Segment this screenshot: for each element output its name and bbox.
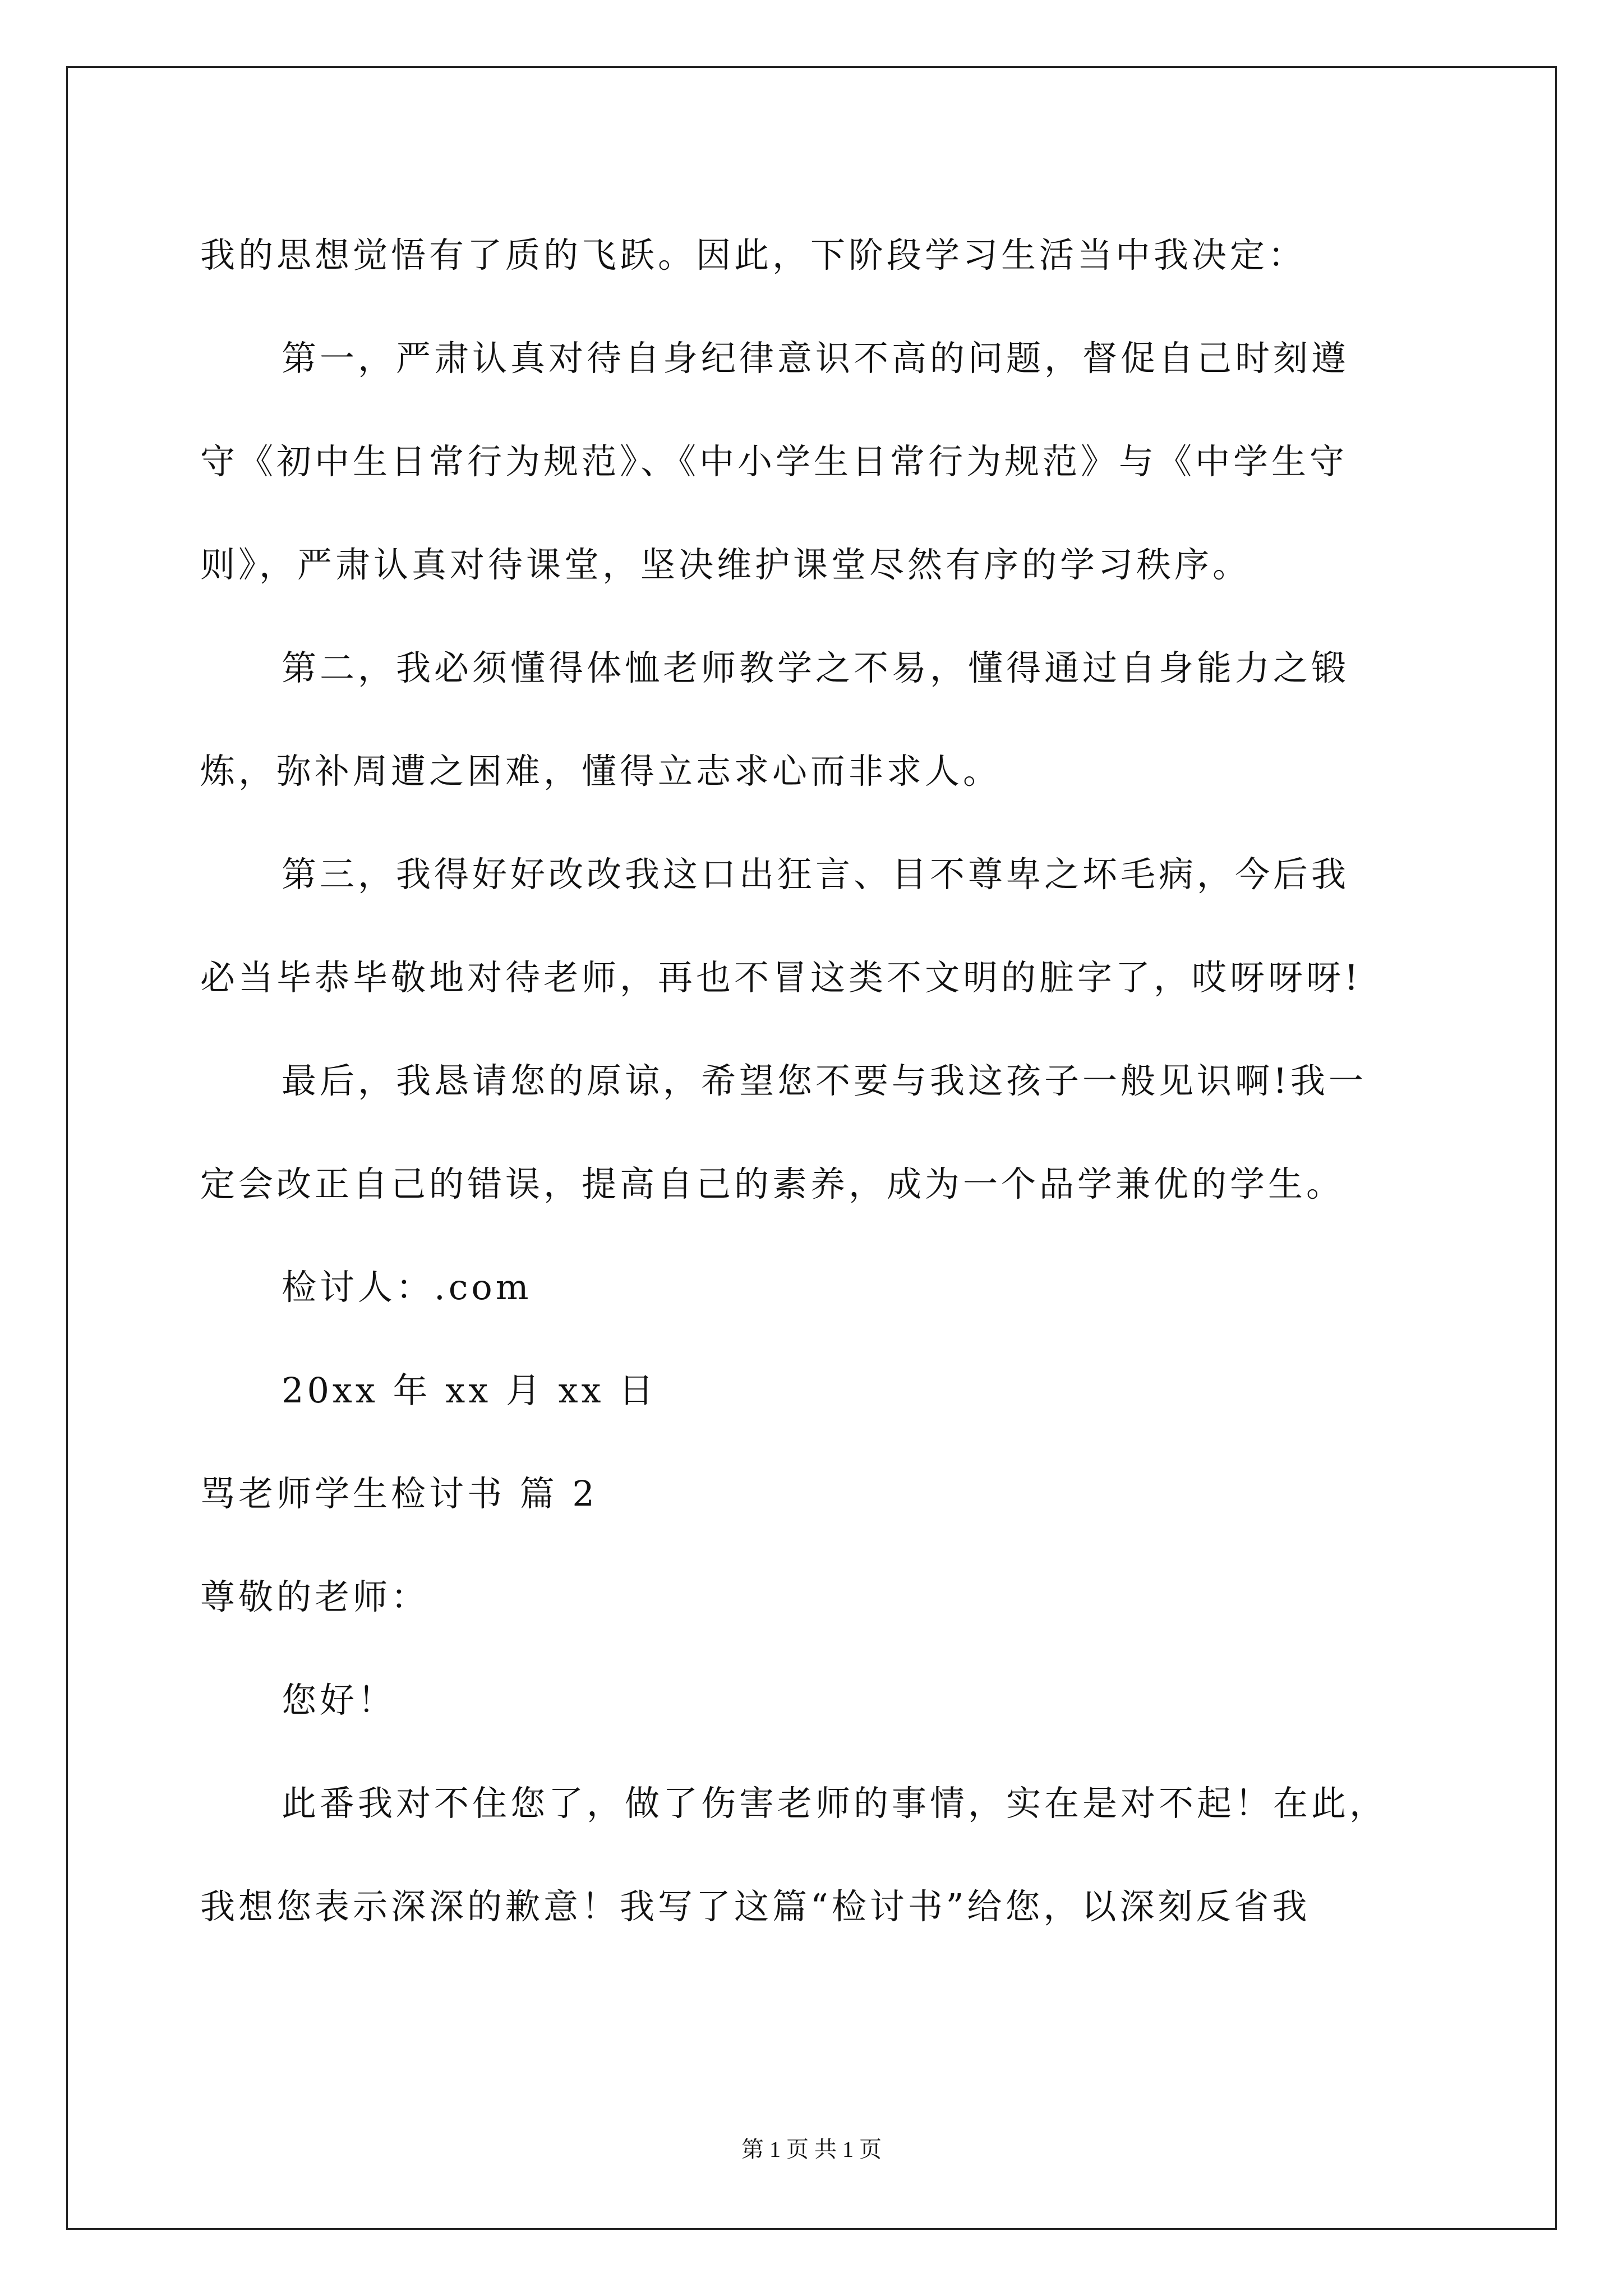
- text-line: 我的思想觉悟有了质的飞跃。因此，下阶段学习生活当中我决定：: [200, 234, 1307, 275]
- text-line: 第一，严肃认真对待自身纪律意识不高的问题，督促自己时刻遵: [282, 338, 1350, 379]
- date-line: 20xx 年 xx 月 xx 日: [282, 1370, 657, 1411]
- salutation: 尊敬的老师：: [200, 1576, 430, 1617]
- text-line: 最后，我恳请您的原谅，希望您不要与我这孩子一般见识啊!我一: [282, 1060, 1367, 1101]
- text-line: 炼，弥补周遭之困难，懂得立志求心而非求人。: [200, 751, 1002, 792]
- text-line: 定会改正自己的错误，提高自己的素养，成为一个品学兼优的学生。: [200, 1163, 1345, 1204]
- text-line: 必当毕恭毕敬地对待老师，再也不冒这类不文明的脏字了，哎呀呀呀!: [200, 957, 1362, 998]
- signature-line: 检讨人：.com: [282, 1267, 532, 1308]
- page-number-footer: 第 1 页 共 1 页: [741, 2137, 882, 2162]
- text-line: 守《初中生日常行为规范》、《中小学生日常行为规范》与《中学生守: [200, 441, 1348, 482]
- text-line: 此番我对不住您了，做了伤害老师的事情，实在是对不起！在此，: [282, 1783, 1388, 1824]
- section-heading: 骂老师学生检讨书 篇 2: [200, 1473, 598, 1514]
- text-line: 则》，严肃认真对待课堂，坚决维护课堂尽然有序的学习秩序。: [200, 544, 1251, 585]
- text-line: 第二，我必须懂得体恤老师教学之不易，懂得通过自身能力之锻: [282, 647, 1350, 688]
- text-line: 我想您表示深深的歉意！我写了这篇“检讨书”给您，以深刻反省我: [200, 1886, 1311, 1927]
- text-line: 第三，我得好好改改我这口出狂言、目不尊卑之坏毛病，今后我: [282, 854, 1350, 895]
- greeting: 您好！: [282, 1680, 396, 1720]
